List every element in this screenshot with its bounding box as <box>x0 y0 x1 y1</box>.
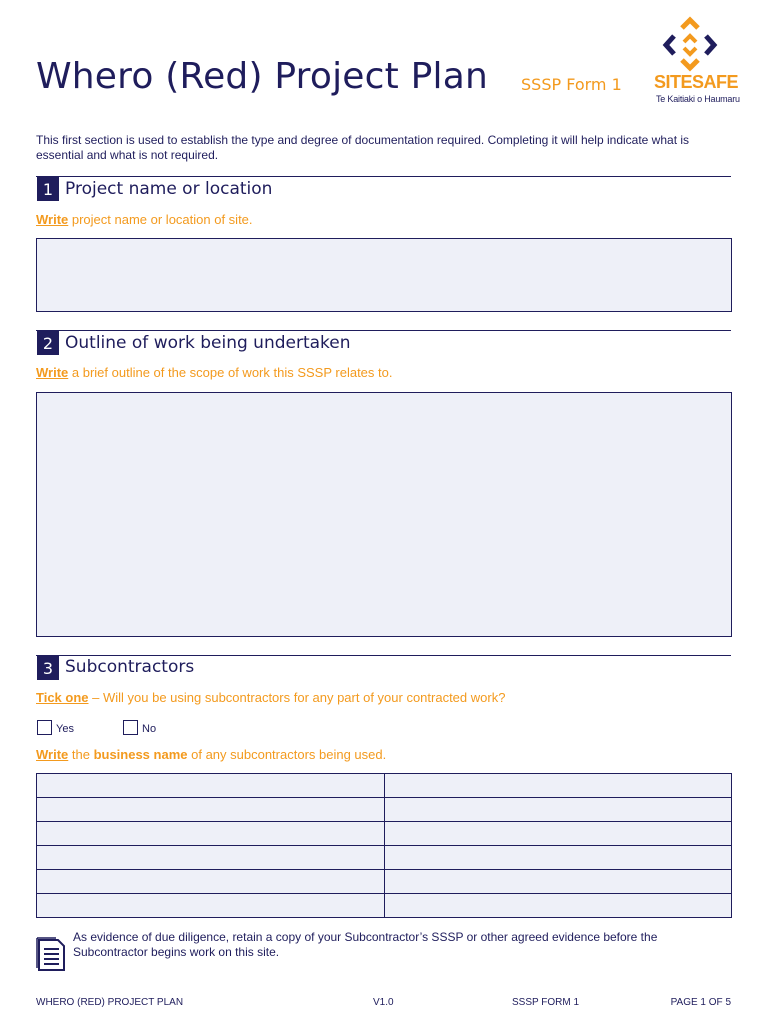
section-1-rule <box>36 176 731 177</box>
subcontractor-cell[interactable] <box>37 798 385 822</box>
section-1-instruction <box>36 212 253 227</box>
section-3-instruction <box>36 690 505 705</box>
subcontractor-cell[interactable] <box>37 846 385 870</box>
project-name-field[interactable] <box>36 238 732 312</box>
subcontractor-cell[interactable] <box>384 870 732 894</box>
table-row <box>37 822 732 846</box>
table-row <box>37 798 732 822</box>
section-3-title: Subcontractors <box>65 657 195 677</box>
subcontractor-cell[interactable] <box>37 894 385 918</box>
subcontractor-cell[interactable] <box>37 870 385 894</box>
subcontractor-cell[interactable] <box>384 822 732 846</box>
instruction-verb: Write <box>36 365 69 380</box>
intro-text: This first section is used to establish the type and degree of documentation required. Completing it will help indicate what is essential and what is not required. <box>36 133 690 162</box>
instruction-verb: Write <box>36 747 69 762</box>
section-2-title: Outline of work being undertaken <box>65 333 351 353</box>
document-icon <box>36 936 66 972</box>
sitesafe-logo <box>652 14 740 108</box>
subcontractor-cell[interactable] <box>384 846 732 870</box>
footer-form: SSSP FORM 1 <box>512 997 580 1008</box>
option-no[interactable] <box>123 719 156 735</box>
footer-page: PAGE 1 OF 5 <box>670 997 731 1008</box>
logo-word-safe: SAFE <box>692 72 739 92</box>
section-1-title: Project name or location <box>65 179 273 199</box>
logo-wordmark <box>654 72 739 93</box>
section-3-instruction-2 <box>36 747 386 762</box>
table-row <box>37 894 732 918</box>
section-3-rule <box>36 655 731 656</box>
footer-version: V1.0 <box>373 997 394 1008</box>
subcontractor-cell[interactable] <box>37 822 385 846</box>
option-yes-label: Yes <box>56 723 74 735</box>
checkbox-yes[interactable] <box>37 720 52 735</box>
instruction-verb: Tick one <box>36 690 89 705</box>
work-outline-field[interactable] <box>36 392 732 637</box>
section-2-number: 2 <box>37 331 59 355</box>
instruction-strong: business name <box>93 747 188 762</box>
option-no-label: No <box>142 723 157 735</box>
logo-word-site: SITE <box>654 72 693 92</box>
instruction-verb: Write <box>36 212 69 227</box>
instruction-text: the <box>68 747 94 762</box>
subcontractor-cell[interactable] <box>37 774 385 798</box>
footer-doc-title: WHERO (RED) PROJECT PLAN <box>36 997 184 1008</box>
instruction-text: a brief outline of the scope of work this SSSP relates to. <box>68 365 393 380</box>
section-2-rule <box>36 330 731 331</box>
instruction-text: – Will you be using subcontractors for any part of your contracted work? <box>88 690 506 705</box>
option-yes[interactable] <box>37 719 74 735</box>
instruction-text: project name or location of site. <box>68 212 253 227</box>
section-2-instruction <box>36 365 392 380</box>
section-3-number: 3 <box>37 656 59 680</box>
subcontractor-cell[interactable] <box>384 894 732 918</box>
subcontractor-table <box>36 773 732 918</box>
table-row <box>37 846 732 870</box>
subcontractor-cell[interactable] <box>384 774 732 798</box>
due-diligence-note: As evidence of due diligence, retain a copy of your Subcontractor’s SSSP or other agreed evidence before the Subcontractor begins work on this site. <box>73 930 658 959</box>
section-1-number: 1 <box>37 177 59 201</box>
table-row <box>37 870 732 894</box>
sitesafe-mark-icon <box>652 14 736 72</box>
form-subtitle: SSSP Form 1 <box>521 75 622 94</box>
subcontractor-cell[interactable] <box>384 798 732 822</box>
logo-tagline: Te Kaitiaki o Haumaru <box>656 94 740 104</box>
instruction-text: of any subcontractors being used. <box>187 747 387 762</box>
table-row <box>37 774 732 798</box>
checkbox-no[interactable] <box>123 720 138 735</box>
page-title: Whero (Red) Project Plan <box>36 56 488 97</box>
